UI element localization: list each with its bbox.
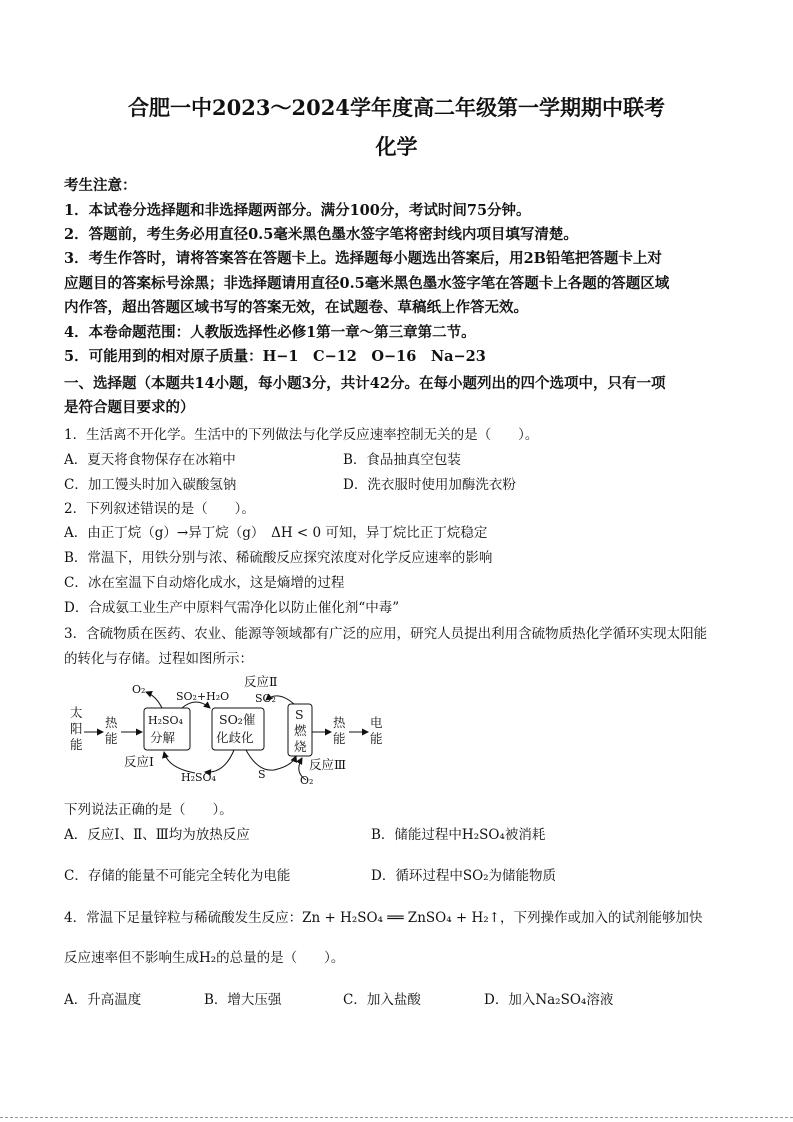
q2-option-b: B．常温下，用铁分别与浓、稀硫酸反应探究浓度对化学反应速率的影响 bbox=[64, 550, 493, 566]
q4-option-d: D．加入Na₂SO₄溶液 bbox=[484, 992, 614, 1008]
notice-item: 2．答题前，考生务必用直径0.5毫米黑色墨水签字笔将密封线内项目填写清楚。 bbox=[64, 226, 578, 243]
svg-text:能: 能 bbox=[70, 737, 83, 752]
q1-option-c: C．加工馒头时加入碳酸氢钠 bbox=[64, 477, 237, 493]
notice-item: 内作答，超出答题区域书写的答案无效，在试题卷、草稿纸上作答无效。 bbox=[64, 299, 528, 316]
notice-item: 1．本试卷分选择题和非选择题两部分。满分100分，考试时间75分钟。 bbox=[64, 202, 531, 219]
reaction-3-label: 反应Ⅲ bbox=[309, 757, 347, 772]
q1-option-b: B．食品抽真空包装 bbox=[343, 452, 461, 468]
solar-energy-label: 太 bbox=[70, 705, 83, 720]
section-heading: 一、选择题（本题共14小题，每小题3分，共计42分。在每小题列出的四个选项中，只有一项 bbox=[64, 375, 666, 392]
q3-option-b: B．储能过程中H₂SO₄被消耗 bbox=[371, 827, 546, 843]
svg-text:化歧化: 化歧化 bbox=[216, 730, 254, 745]
q3-option-c: C．存储的能量不可能完全转化为电能 bbox=[64, 868, 291, 884]
so2-top-label: SO₂ bbox=[255, 692, 276, 705]
q4-option-b: B．增大压强 bbox=[204, 992, 282, 1008]
q2-option-d: D．合成氨工业生产中原料气需净化以防止催化剂“中毒” bbox=[64, 600, 400, 616]
svg-text:能: 能 bbox=[105, 731, 118, 746]
sulfur-cycle-diagram bbox=[64, 672, 404, 792]
o2-bottom-label: O₂ bbox=[300, 774, 314, 787]
q2-option-a: A．由正丁烷（g）→异丁烷（g） ΔH < 0 可知，异丁烷比正丁烷稳定 bbox=[64, 525, 488, 541]
q1-stem: 1．生活离不开化学。生活中的下列做法与化学反应速率控制无关的是（ ）。 bbox=[64, 427, 539, 443]
o2-top-label: O₂ bbox=[132, 683, 146, 696]
svg-text:阳: 阳 bbox=[70, 721, 83, 736]
page-bottom-divider bbox=[0, 1117, 793, 1118]
reaction-2-label: 反应Ⅱ bbox=[244, 674, 278, 689]
notice-heading: 考生注意： bbox=[64, 177, 137, 194]
section-heading-cont: 是符合题目要求的） bbox=[64, 399, 195, 416]
q3-prompt: 下列说法正确的是（ ）。 bbox=[64, 802, 233, 818]
svg-text:燃: 燃 bbox=[294, 723, 307, 738]
heat-out-label: 热 bbox=[333, 715, 346, 730]
q3-stem-cont: 的转化与存储。过程如图所示： bbox=[64, 651, 253, 667]
svg-text:分解: 分解 bbox=[150, 730, 176, 745]
notice-item: 5．可能用到的相对原子质量：H−1 C−12 O−16 Na−23 bbox=[64, 348, 486, 365]
reaction-1-label: 反应Ⅰ bbox=[124, 754, 154, 769]
heat-in-label: 热 bbox=[105, 715, 118, 730]
h2so4-bottom-label: H₂SO₄ bbox=[181, 771, 216, 784]
q3-option-a: A．反应Ⅰ、Ⅱ、Ⅲ均为放热反应 bbox=[64, 827, 250, 843]
notice-item: 4．本卷命题范围：人教版选择性必修1第一章～第三章第二节。 bbox=[64, 324, 476, 341]
q1-option-d: D．洗衣服时使用加酶洗衣粉 bbox=[343, 477, 516, 493]
q3-stem: 3．含硫物质在医药、农业、能源等领域都有广泛的应用，研究人员提出利用含硫物质热化学循环实现太阳能 bbox=[64, 626, 708, 642]
q2-stem: 2．下列叙述错误的是（ ）。 bbox=[64, 501, 255, 517]
q4-stem-cont: 反应速率但不影响生成H₂的总量的是（ ）。 bbox=[64, 950, 345, 966]
so2-h2o-label: SO₂+H₂O bbox=[176, 690, 230, 703]
q1-option-a: A．夏天将食物保存在冰箱中 bbox=[64, 452, 236, 468]
electric-energy-label: 电 bbox=[370, 715, 383, 730]
q4-stem: 4．常温下足量锌粒与稀硫酸发生反应：Zn + H₂SO₄ ══ ZnSO₄ + H₂↑，下列操作或加入的试剂能够加快 bbox=[64, 910, 703, 926]
exam-title: 合肥一中2023～2024学年度高二年级第一学期期中联考 bbox=[128, 95, 665, 120]
q4-option-c: C．加入盐酸 bbox=[343, 992, 421, 1008]
box3-label: S bbox=[295, 707, 304, 722]
q3-option-d: D．循环过程中SO₂为储能物质 bbox=[371, 868, 557, 884]
notice-item: 应题目的答案标号涂黑；非选择题请用直径0.5毫米黑色墨水签字笔在答题卡上各题的答题区域 bbox=[64, 275, 670, 292]
box2-label: SO₂催 bbox=[219, 712, 256, 727]
svg-text:能: 能 bbox=[370, 731, 383, 746]
svg-text:烧: 烧 bbox=[294, 739, 307, 754]
box1-label: H₂SO₄ bbox=[148, 714, 183, 727]
subject-title: 化学 bbox=[375, 134, 418, 159]
q2-option-c: C．冰在室温下自动熔化成水，这是熵增的过程 bbox=[64, 575, 345, 591]
s-bottom-label: S bbox=[258, 768, 266, 781]
notice-item: 3．考生作答时，请将答案答在答题卡上。选择题每小题选出答案后，用2B铅笔把答题卡上对 bbox=[64, 250, 662, 267]
svg-text:能: 能 bbox=[333, 731, 346, 746]
q4-option-a: A．升高温度 bbox=[64, 992, 142, 1008]
